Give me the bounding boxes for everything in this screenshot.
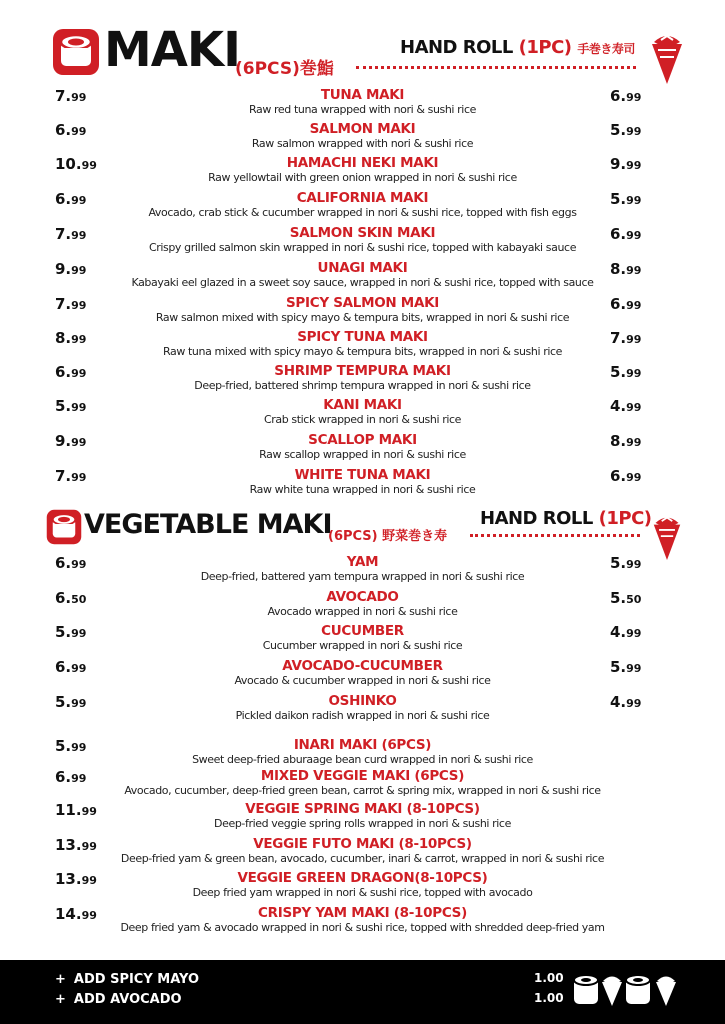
item-description: Deep fried yam wrapped in nori & sushi rice, topped with avocado [192,886,533,899]
price: 6.99 [55,190,87,208]
item-description: Raw white tuna wrapped in nori & sushi rice [249,483,476,496]
item-name: SALMON MAKI [309,121,416,137]
vegetable-maki-dotted-divider [470,534,640,537]
vegetable-hand-roll-pcs: (1PC) [598,508,652,529]
item-description: Deep-fried, battered shrimp tempura wrapped in nori & sushi rice [194,379,531,392]
hand-roll-price: 4.99 [610,397,642,415]
price: 11.99 [55,801,97,819]
price: 7.99 [55,225,87,243]
hand-roll-cone-icon [602,977,622,1007]
item-description: Pickled daikon radish wrapped in nori & sushi rice [235,709,490,722]
list-item [0,432,725,466]
addon-avocado: + ADD AVOCADO [55,992,182,1007]
price: 9.99 [55,432,87,450]
hand-roll-price: 5.99 [610,121,642,139]
hand-roll-price: 5.99 [610,190,642,208]
vegetable-maki-title: VEGETABLE MAKI [84,509,332,540]
item-description: Raw salmon wrapped with nori & sushi rice [251,137,474,150]
hand-roll-price: 9.99 [610,155,642,173]
maki-hand-roll-pcs: (1PC) [518,37,572,58]
item-name: WHITE TUNA MAKI [294,467,431,483]
item-name: SHRIMP TEMPURA MAKI [274,363,451,379]
price: 6.99 [55,658,87,676]
item-description: Deep-fried, battered yam tempura wrapped in nori & sushi rice [200,570,525,583]
item-description: Raw yellowtail with green onion wrapped in nori & sushi rice [208,171,517,184]
item-name: CUCUMBER [321,623,404,639]
item-description: Crispy grilled salmon skin wrapped in nori & sushi rice, topped with kabayaki sauce [148,241,577,254]
item-name: SPICY SALMON MAKI [286,295,439,311]
hand-roll-price: 6.99 [610,467,642,485]
item-name: AVOCADO-CUCUMBER [282,658,443,674]
list-item [0,658,725,692]
item-name: OSHINKO [328,693,397,709]
price: 8.99 [55,329,87,347]
list-item [0,589,725,623]
maki-roll-icon [626,975,650,1004]
list-item [0,295,725,329]
list-item [0,870,725,904]
list-item [0,623,725,657]
hand-roll-cone-icon [650,30,684,86]
list-item [0,467,725,501]
item-name: HAMACHI NEKI MAKI [286,155,439,171]
list-item [0,260,725,294]
list-item [0,554,725,588]
list-item [0,363,725,397]
price: 13.99 [55,836,97,854]
price: 7.99 [55,295,87,313]
item-name: SCALLOP MAKI [308,432,417,448]
price: 6.99 [55,121,87,139]
item-description: Deep-fried yam & green bean, avocado, cucumber, inari & carrot, wrapped in nori & sushi rice [120,852,605,865]
maki-roll-icon [574,975,598,1004]
item-description: Avocado wrapped in nori & sushi rice [267,605,458,618]
item-description: Deep-fried veggie spring rolls wrapped in nori & sushi rice [214,817,511,830]
list-item [0,836,725,870]
item-description: Crab stick wrapped in nori & sushi rice [263,413,462,426]
price: 7.99 [55,87,87,105]
price: 10.99 [55,155,97,173]
price: 7.99 [55,467,87,485]
item-description: Raw tuna mixed with spicy mayo & tempura bits, wrapped in nori & sushi rice [162,345,563,358]
maki-dotted-divider [356,66,636,69]
vegetable-maki-pcs: (6PCS) [328,529,378,544]
list-item [0,397,725,431]
vegetable-hand-roll-label [480,508,652,529]
item-name: VEGGIE FUTO MAKI (8-10PCS) [253,836,472,852]
hand-roll-price: 7.99 [610,329,642,347]
price: 6.99 [55,554,87,572]
item-name: CALIFORNIA MAKI [296,190,429,206]
hand-roll-price: 4.99 [610,693,642,711]
price: 5.99 [55,693,87,711]
item-name: CRISPY YAM MAKI (8-10PCS) [258,905,467,921]
item-name: VEGGIE SPRING MAKI (8-10PCS) [245,801,480,817]
item-name: AVOCADO [326,589,399,605]
list-item [0,225,725,259]
price: 14.99 [55,905,97,923]
hand-roll-price: 8.99 [610,260,642,278]
list-item [0,905,725,939]
maki-title: MAKI [104,22,240,78]
hand-roll-price: 5.99 [610,554,642,572]
maki-roll-icon [46,509,82,545]
item-description: Raw red tuna wrapped with nori & sushi rice [249,103,476,116]
addon-spicy-mayo-price: 1.00 [534,971,564,985]
hand-roll-price: 6.99 [610,87,642,105]
vegetable-maki-pcs-label [328,525,447,544]
maki-hand-roll-text: HAND ROLL [400,37,513,58]
list-item [0,329,725,363]
item-name: TUNA MAKI [320,87,405,103]
list-item [0,801,725,835]
price: 13.99 [55,870,97,888]
vegetable-maki-japanese: 野菜巻き寿 [382,529,448,544]
hand-roll-price: 6.99 [610,295,642,313]
hand-roll-price: 5.50 [610,589,642,607]
maki-pcs: (6PCS) [235,59,300,79]
item-description: Kabayaki eel glazed in a sweet soy sauce, wrapped in nori & sushi rice, topped with sauce [131,276,594,289]
list-item [0,87,725,121]
maki-hand-roll-label [400,37,635,58]
maki-japanese: 巻鮨 [299,59,334,79]
list-item [0,768,725,802]
price: 5.99 [55,623,87,641]
hand-roll-price: 5.99 [610,658,642,676]
item-name: KANI MAKI [323,397,402,413]
item-description: Avocado, cucumber, deep-fried green bean, carrot & spring mix, wrapped in nori & sushi rice [124,784,601,797]
price: 6.99 [55,363,87,381]
maki-roll-icon [52,28,100,76]
hand-roll-price: 8.99 [610,432,642,450]
item-name: SALMON SKIN MAKI [289,225,436,241]
price: 5.99 [55,737,87,755]
list-item [0,155,725,189]
addon-avocado-price: 1.00 [534,991,564,1005]
item-name: UNAGI MAKI [317,260,408,276]
item-description: Deep fried yam & avocado wrapped in nori & sushi rice, topped with shredded deep-fried yam [120,921,605,934]
hand-roll-price: 6.99 [610,225,642,243]
item-name: MIXED VEGGIE MAKI (6PCS) [260,768,465,784]
price: 6.50 [55,589,87,607]
price: 6.99 [55,768,87,786]
item-name: YAM [346,554,379,570]
item-description: Cucumber wrapped in nori & sushi rice [262,639,463,652]
hand-roll-price: 5.99 [610,363,642,381]
maki-pcs-label [235,54,334,79]
addon-spicy-mayo: + ADD SPICY MAYO [55,972,200,987]
footer-sushi-icons [572,972,682,1008]
price: 9.99 [55,260,87,278]
item-description: Raw salmon mixed with spicy mayo & tempura bits, wrapped in nori & sushi rice [155,311,570,324]
list-item [0,693,725,727]
item-name: VEGGIE GREEN DRAGON(8-10PCS) [237,870,488,886]
list-item [0,190,725,224]
item-name: INARI MAKI (6PCS) [293,737,432,753]
item-description: Avocado & cucumber wrapped in nori & sushi rice [234,674,491,687]
vegetable-hand-roll-text: HAND ROLL [480,508,593,529]
item-name: SPICY TUNA MAKI [297,329,428,345]
item-description: Avocado, crab stick & cucumber wrapped in nori & sushi rice, topped with fish eggs [148,206,577,219]
item-description: Raw scallop wrapped in nori & sushi rice [259,448,466,461]
price: 5.99 [55,397,87,415]
item-description: Sweet deep-fried aburaage bean curd wrapped in nori & sushi rice [192,753,533,766]
list-item [0,121,725,155]
hand-roll-price: 4.99 [610,623,642,641]
list-item [0,737,725,771]
hand-roll-cone-icon [656,977,676,1007]
maki-hand-roll-japanese: 手巻き寿司 [577,42,635,56]
